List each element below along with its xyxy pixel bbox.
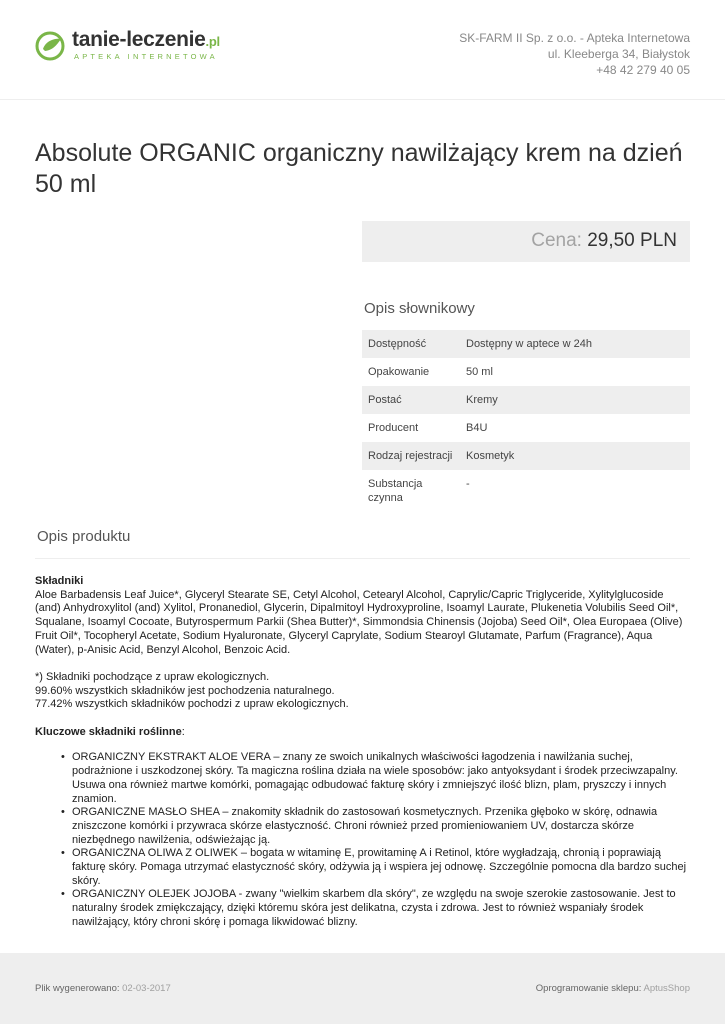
ingredients-heading: Składniki xyxy=(35,575,84,587)
dictionary-key: Producent xyxy=(368,422,419,434)
generated-date: 02-03-2017 xyxy=(122,983,171,994)
key-ingredients-heading: Kluczowe składniki roślinne: xyxy=(35,725,185,738)
dictionary-table xyxy=(362,330,690,512)
bullet-icon: • xyxy=(61,751,65,764)
list-item: • ORGANICZNE MASŁO SHEA – znakomity składnik do zastosowań kosmetycznych. Przenika głęboko w skórę, odnawia zniszczone komórki i przywraca skórze elastyczność. Chroni również przed promieniowaniem UV, dostarcza skórze niezbędnego nawilżenia, odświeżając ją. xyxy=(61,806,658,846)
logo-tagline: APTEKA INTERNETOWA xyxy=(74,52,218,61)
dictionary-value: B4U xyxy=(466,422,488,434)
dictionary-value: Dostępny w aptece w 24h xyxy=(466,338,592,350)
description-section-title: Opis produktu xyxy=(37,528,131,545)
section-divider xyxy=(35,558,690,559)
dictionary-section-title: Opis słownikowy xyxy=(364,300,475,317)
bullet-icon: • xyxy=(61,888,65,901)
bullet-icon: • xyxy=(61,847,65,860)
page-header xyxy=(0,0,725,100)
list-item: • ORGANICZNY EKSTRAKT ALOE VERA – znany ze swoich unikalnych właściwości łagodzenia i nawilżania suchej, podrażnione i uszkodzonej skóry. Ta magiczna roślina działa na wiele sposobów: jako antyoksydant i środek przeciwzapalny. Usuwa ona również martwe komórki, pomagając odbudować fakturę skóry i zmniejszyć ilość blizn, plam, pryszczy i innych znamion. xyxy=(61,751,678,805)
dictionary-value: - xyxy=(466,478,470,490)
natural-percent-note: 99.60% wszystkich składników jest pochodzenia naturalnego. xyxy=(35,684,335,697)
generation-info xyxy=(35,983,171,994)
dictionary-row xyxy=(362,358,690,386)
software-info xyxy=(536,983,690,994)
software-label: Oprogramowanie sklepu: xyxy=(535,983,642,994)
product-description xyxy=(35,575,690,930)
page-footer xyxy=(0,953,725,1024)
dictionary-key: Postać xyxy=(368,394,402,406)
product-title: Absolute ORGANIC organiczny nawilżający krem na dzień 50 ml xyxy=(35,139,683,198)
key-ingredients-list xyxy=(35,751,690,929)
list-item: • ORGANICZNY OLEJEK JOJOBA - zwany "wielkim skarbem dla skóry", ze względu na swoje szerokie zastosowanie. Jest to naturalny środek zmiękczający, dzięki któremu skóra jest delikatna, czysta i zdrowa. Jest to również wspaniały środek nawilżający, który chroni skórę i pomaga likwidować blizny. xyxy=(61,888,676,928)
dictionary-row xyxy=(362,414,690,442)
store-logo[interactable] xyxy=(34,28,234,68)
price-label: Cena: xyxy=(531,230,582,251)
leaf-circle-icon xyxy=(34,30,66,62)
price-box xyxy=(362,221,690,262)
dictionary-row xyxy=(362,442,690,470)
price-value: 29,50 PLN xyxy=(587,230,677,251)
list-item: • ORGANICZNA OLIWA Z OLIWEK – bogata w witaminę E, prowitaminę A i Retinol, które wygładzają, chronią i poprawiają fakturę skóry. Pomaga utrzymać elastyczność skóry, odżywia ją i wspiera jej odnowę. Szczególnie pomocna dla bardzo suchej skóry. xyxy=(61,847,687,887)
dictionary-row xyxy=(362,470,690,512)
ingredients-text: Aloe Barbadensis Leaf Juice*, Glyceryl Stearate SE, Cetyl Alcohol, Cetearyl Alcohol, Caprylic/Capric Triglyceride, Xylitylglucoside (and) Anhydroxylitol (and) Xylitol, Pronanediol, Glycerin, Dipalmitoyl Hydroxyproline, Isoamyl Laurate, Plukenetia Volubilis Seed Oil*, Squalane, Isoamyl Cocoate, Butyrospermum Parkii (Shea Butter)*, Simmondsia Chinensis (Jojoba) Seed Oil*, Olea Europaea (Olive) Fruit Oil*, Tocopheryl Acetate, Sodium Hyaluronate, Glyceryl Caprylate, Sodium Stearoyl Glutamate, Parfum (Fragrance), Aqua (Water), p-Anisic Acid, Benzyl Alcohol, Benzoic Acid. xyxy=(35,588,683,656)
software-link[interactable]: AptusShop xyxy=(643,983,690,994)
dictionary-key: Dostępność xyxy=(368,338,427,350)
organic-percent-note: 77.42% wszystkich składników pochodzi z upraw ekologicznych. xyxy=(35,698,349,711)
logo-tld: .pl xyxy=(205,34,220,49)
generated-label: Plik wygenerowano: xyxy=(35,983,120,994)
logo-wordmark: tanie-leczenie.pl xyxy=(72,28,220,51)
dictionary-row xyxy=(362,330,690,358)
dictionary-value: Kosmetyk xyxy=(466,450,515,462)
dictionary-key: Opakowanie xyxy=(368,366,430,378)
dictionary-key: Substancja czynna xyxy=(368,478,423,504)
dictionary-row xyxy=(362,386,690,414)
company-address: ul. Kleeberga 34, Białystok xyxy=(547,47,690,61)
bullet-icon: • xyxy=(61,806,65,819)
dictionary-value: 50 ml xyxy=(466,366,493,378)
dictionary-value: Kremy xyxy=(466,394,498,406)
company-phone: +48 42 279 40 05 xyxy=(596,63,690,77)
company-info xyxy=(459,30,690,78)
dictionary-key: Rodzaj rejestracji xyxy=(368,450,453,462)
company-name: SK-FARM II Sp. z o.o. - Apteka Internetowa xyxy=(459,31,690,45)
ingredients-note: *) Składniki pochodzące z upraw ekologicznych. xyxy=(35,670,270,683)
